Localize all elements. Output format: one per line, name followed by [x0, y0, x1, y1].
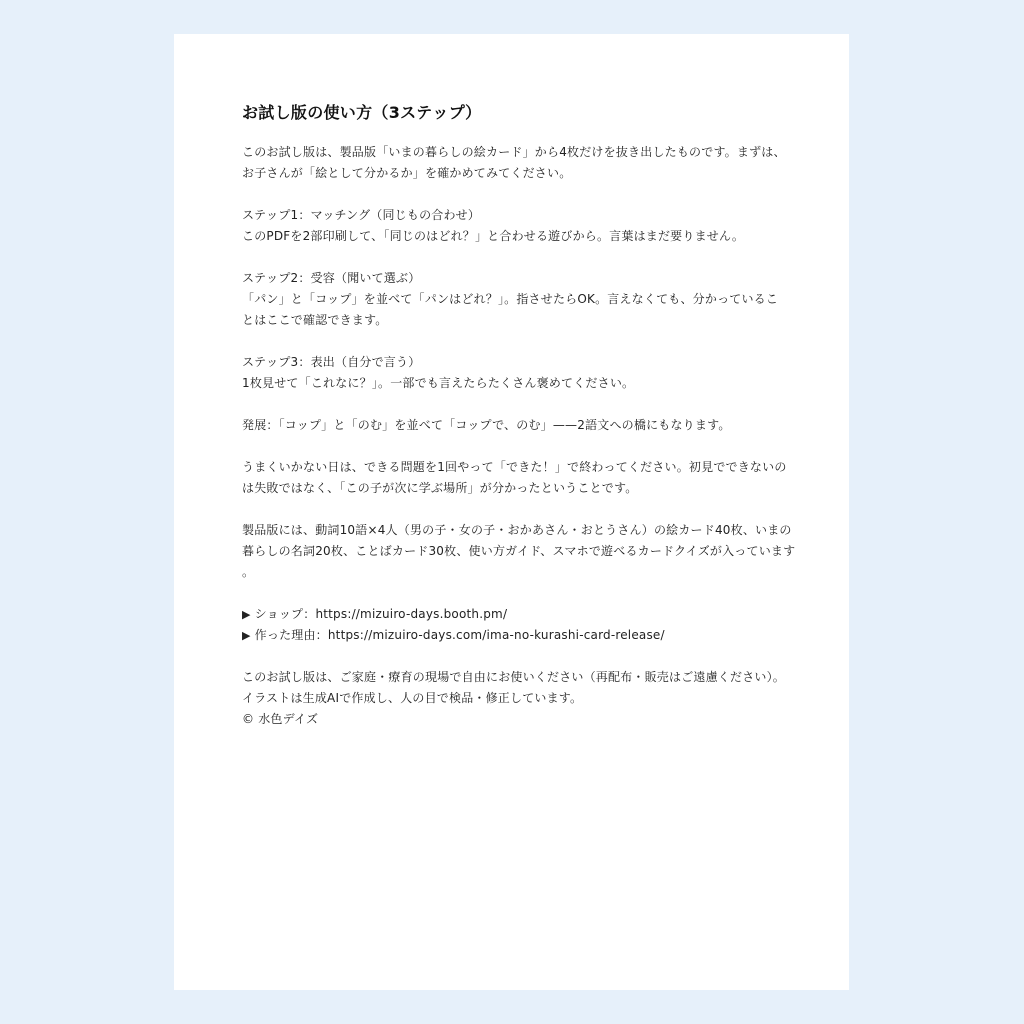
step2-text: 「パン」と「コップ」を並べて「パンはどれ？」。指させたらOK。言えなくても、分かっているこ [242, 292, 779, 306]
reason-link-line [242, 625, 782, 646]
product-text: 製品版には、動詞10語×4人（男の子・女の子・おかあさん・おとうさん）の絵カード40枚、いまの [242, 523, 792, 537]
footer-ai-text: イラストは生成AIで作成し、人の目で検品・修正しています。 [242, 691, 583, 705]
step2-section [242, 268, 782, 331]
step1-section [242, 205, 782, 247]
step2-heading: ステップ2：受容（聞いて選ぶ） [242, 271, 421, 285]
reason-link[interactable]: https://mizuiro-days.com/ima-no-kurashi-card-release/ [327, 628, 665, 642]
footer-usage-text: このお試し版は、ご家庭・療育の現場で自由にお使いください（再配布・販売はご遠慮ください）。 [242, 670, 786, 684]
document-page [174, 34, 849, 990]
copyright-text: © 水色デイズ [242, 712, 319, 726]
bullet-icon: ▶ [242, 608, 251, 621]
development-paragraph [242, 415, 782, 436]
bad-day-text: は失敗ではなく、「この子が次に学ぶ場所」が分かったということです。 [242, 481, 638, 495]
reason-label: 作った理由： [254, 628, 328, 642]
step3-text: 1枚見せて「これなに？」。一部でも言えたらたくさん褒めてください。 [242, 376, 635, 390]
step3-section [242, 352, 782, 394]
bullet-icon: ▶ [242, 629, 251, 642]
intro-line: このお試し版は、製品版「いまの暮らしの絵カード」から4枚だけを抜き出したものです。まずは、 [242, 145, 786, 159]
step2-text: とはここで確認できます。 [242, 313, 388, 327]
footer-section [242, 667, 786, 730]
development-text: 発展：「コップ」と「のむ」を並べて「コップで、のむ」——2語文への橋にもなります。 [242, 418, 731, 432]
bad-day-text: うまくいかない日は、できる問題を1回やって「できた！」で終わってください。初見でできないの [242, 460, 787, 474]
step3-heading: ステップ3：表出（自分で言う） [242, 355, 421, 369]
links-section [242, 604, 782, 646]
intro-paragraph [242, 142, 786, 184]
shop-label: ショップ： [254, 607, 316, 621]
shop-link-line [242, 604, 782, 625]
intro-line: お子さんが「絵として分かるか」を確かめてみてください。 [242, 166, 572, 180]
step1-heading: ステップ1：マッチング（同じもの合わせ） [242, 208, 481, 222]
document-body [242, 142, 796, 730]
product-text: 。 [242, 565, 255, 579]
bad-day-paragraph [242, 457, 787, 499]
shop-link[interactable]: https://mizuiro-days.booth.pm/ [315, 607, 508, 621]
product-text: 暮らしの名詞20枚、ことばカード30枚、使い方ガイド、スマホで遊べるカードクイズが入っています [242, 544, 796, 558]
document-title: お試し版の使い方（3ステップ） [242, 103, 482, 122]
product-paragraph [242, 520, 796, 583]
step1-text: このPDFを2部印刷して、「同じのはどれ？」と合わせる遊びから。言葉はまだ要りません。 [242, 229, 745, 243]
